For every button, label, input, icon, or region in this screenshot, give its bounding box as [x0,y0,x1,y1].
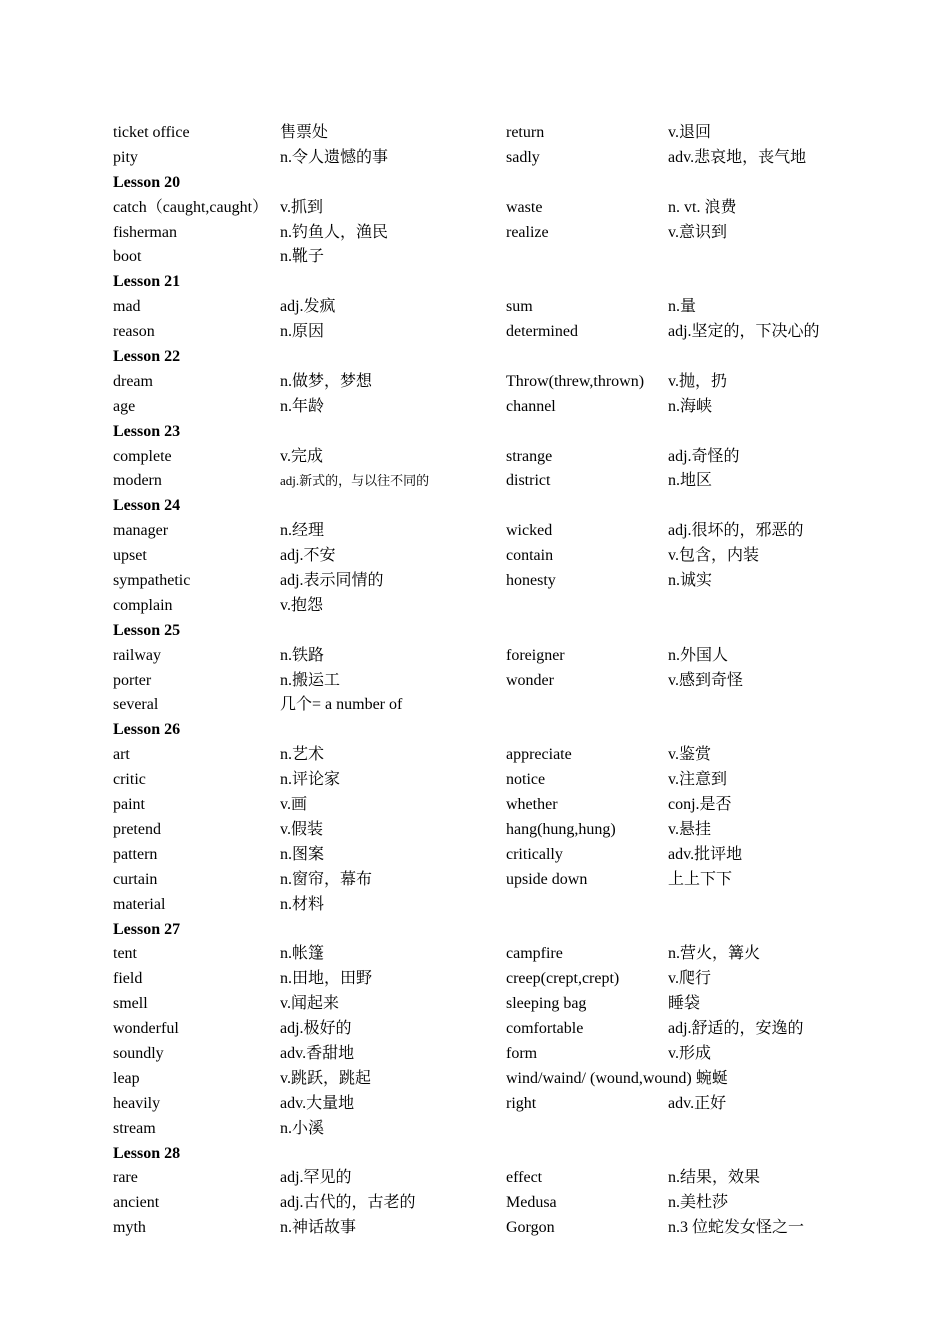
word-meaning: 上上下下 [668,870,733,888]
word-meaning: n.搬运工 [280,671,341,689]
word-meaning: n.帐篷 [280,945,325,963]
word-en: wicked [506,522,553,540]
vocab-row [113,221,853,246]
word-meaning: n.结果，效果 [668,1169,761,1187]
word-meaning: adj.坚定的，下决心的 [668,323,820,341]
vocab-row [113,295,853,320]
word-meaning: v.假装 [280,820,323,838]
word-meaning: adj.很坏的，邪恶的 [668,522,804,540]
word-meaning: n.外国人 [668,646,729,664]
word-meaning: adj.古代的，古老的 [280,1194,416,1212]
vocab-row [113,1191,853,1216]
word-en: contain [506,547,554,565]
word-meaning: v.抛，扔 [668,372,727,390]
vocab-row [113,793,853,818]
vocab-row [113,768,853,793]
vocab-row [113,594,853,619]
word-en: sadly [506,148,540,166]
word-en: heavily [113,1094,161,1112]
word-en: dream [113,372,153,390]
word-en: leap [113,1069,140,1087]
word-en: mad [113,298,141,316]
word-meaning: n.做梦，梦想 [280,372,373,390]
word-en: fisherman [113,223,177,241]
word-en: sympathetic [113,572,191,590]
word-en: comfortable [506,1020,584,1038]
vocab-row [113,196,853,221]
word-en: wind/waind/ (wound,wound) 蜿蜒 [506,1069,728,1087]
vocabulary-list [113,121,853,1241]
word-en: upset [113,547,147,565]
word-en: complete [113,447,172,465]
vocab-row [113,1067,853,1092]
word-en: critically [506,845,563,863]
word-meaning: n.原因 [280,323,325,341]
vocab-row [113,967,853,992]
lesson-heading [113,718,853,743]
word-meaning: n.海峡 [668,397,713,415]
word-meaning: adv.悲哀地，丧气地 [668,148,807,166]
word-en: wonder [506,671,554,689]
word-meaning: adv.大量地 [280,1094,355,1112]
word-en: smell [113,995,148,1013]
word-meaning: v.跳跃，跳起 [280,1069,371,1087]
vocab-row [113,843,853,868]
word-meaning: v.感到奇怪 [668,671,743,689]
word-en: boot [113,248,142,266]
word-meaning: v.包含，内装 [668,547,759,565]
word-en: field [113,970,143,988]
word-en: creep(crept,crept) [506,970,620,988]
word-meaning: n.令人遗憾的事 [280,148,389,166]
word-en: Throw(threw,thrown) [506,372,645,390]
vocab-row [113,519,853,544]
lesson-title: Lesson 24 [113,497,181,515]
lesson-heading [113,420,853,445]
vocab-row [113,1216,853,1241]
word-en: hang(hung,hung) [506,820,616,838]
vocab-row [113,743,853,768]
word-meaning: 售票处 [280,124,329,141]
word-meaning: adj.极好的 [280,1020,352,1038]
word-meaning: adj.罕见的 [280,1169,352,1187]
word-en: wonderful [113,1020,179,1038]
vocab-row [113,644,853,669]
word-meaning: n.经理 [280,522,325,540]
lesson-title: Lesson 25 [113,621,181,639]
word-en: pattern [113,845,158,863]
vocab-row [113,320,853,345]
word-meaning: n.材料 [280,895,325,913]
word-en: right [506,1094,537,1112]
word-en: soundly [113,1044,164,1062]
vocab-row [113,1042,853,1067]
word-meaning: n.评论家 [280,771,341,789]
word-meaning: n.营火，篝火 [668,945,761,963]
word-meaning: n.美杜莎 [668,1194,729,1212]
word-meaning: v.形成 [668,1044,711,1062]
word-en: determined [506,323,578,341]
word-en: stream [113,1119,156,1137]
lesson-heading [113,918,853,943]
vocab-row [113,445,853,470]
word-meaning: 睡袋 [668,995,701,1013]
word-meaning: n.艺术 [280,746,325,764]
word-en: Gorgon [506,1219,555,1237]
word-en: sum [506,298,533,316]
word-meaning: v.画 [280,796,307,814]
vocab-row [113,245,853,270]
word-en: effect [506,1169,543,1187]
word-en: ancient [113,1194,160,1212]
vocab-row [113,693,853,718]
word-meaning: v.退回 [668,124,711,141]
word-en: curtain [113,870,158,888]
word-meaning: adj.表示同情的 [280,572,384,590]
lesson-heading [113,619,853,644]
vocab-row [113,370,853,395]
word-en: reason [113,323,155,341]
word-meaning: adv.批评地 [668,845,743,863]
word-meaning: v.鉴赏 [668,746,711,764]
vocab-row [113,1092,853,1117]
lesson-title: Lesson 23 [113,422,181,440]
vocab-row [113,669,853,694]
word-en: return [506,124,545,141]
lesson-heading [113,270,853,295]
vocab-row [113,569,853,594]
vocab-row [113,121,853,146]
lesson-title: Lesson 22 [113,348,181,366]
lesson-title: Lesson 28 [113,1144,181,1162]
vocab-row [113,469,853,494]
lesson-title: Lesson 26 [113,721,181,739]
vocab-row [113,868,853,893]
word-meaning: adv.正好 [668,1094,727,1112]
word-meaning: adj.奇怪的 [668,447,740,465]
word-en: age [113,397,136,415]
word-en: railway [113,646,161,664]
word-en: honesty [506,572,556,590]
word-meaning: n.图案 [280,845,325,863]
word-en: art [113,746,130,764]
lesson-title: Lesson 20 [113,173,181,191]
word-meaning: v.完成 [280,447,323,465]
word-en: upside down [506,870,588,888]
word-meaning: n.3 位蛇发女怪之一 [668,1219,805,1237]
word-meaning: adv.香甜地 [280,1044,355,1062]
word-meaning: v.意识到 [668,223,727,241]
word-meaning: n. vt. 浪费 [668,198,737,216]
vocab-row [113,1117,853,1142]
vocab-row [113,1017,853,1042]
word-meaning: v.抱怨 [280,596,323,614]
word-meaning: v.抓到 [280,198,323,216]
word-meaning: n.靴子 [280,248,325,266]
word-meaning: adj.舒适的，安逸的 [668,1020,804,1038]
word-en: pity [113,148,138,166]
word-en: myth [113,1219,146,1237]
word-meaning: n.钓鱼人，渔民 [280,223,389,241]
word-en: district [506,472,551,490]
word-meaning: v.爬行 [668,970,711,988]
word-meaning: v.注意到 [668,771,727,789]
word-en: modern [113,472,162,490]
word-en: rare [113,1169,138,1187]
word-meaning: n.小溪 [280,1119,325,1137]
vocab-row [113,942,853,967]
word-meaning: n.田地，田野 [280,970,373,988]
word-en: paint [113,796,145,814]
word-en: critic [113,771,146,789]
vocab-row [113,992,853,1017]
word-meaning: 几个= a number of [280,696,403,714]
word-en: form [506,1044,538,1062]
word-meaning: n.诚实 [668,572,713,590]
vocab-row [113,146,853,171]
word-meaning: adj.不安 [280,547,336,565]
word-en: realize [506,223,549,241]
word-en: complain [113,596,173,614]
vocab-row [113,1166,853,1191]
word-en: Medusa [506,1194,557,1212]
word-en: several [113,696,159,714]
word-en: waste [506,198,543,216]
word-en: ticket office [113,124,190,141]
lesson-heading [113,345,853,370]
word-en: catch（caught,caught） [113,198,269,216]
word-en: porter [113,671,152,689]
lesson-title: Lesson 21 [113,273,181,291]
word-en: channel [506,397,556,415]
lesson-title: Lesson 27 [113,920,181,938]
word-meaning: v.闻起来 [280,995,339,1013]
lesson-heading [113,1142,853,1167]
vocab-row [113,544,853,569]
word-en: pretend [113,820,161,838]
word-meaning: v.悬挂 [668,820,711,838]
word-en: manager [113,522,169,540]
word-meaning: n.地区 [668,472,713,490]
word-meaning: n.铁路 [280,646,325,664]
word-en: strange [506,447,553,465]
word-meaning: n.量 [668,298,697,316]
word-en: appreciate [506,746,572,764]
word-meaning: adj.发疯 [280,298,336,316]
word-en: material [113,895,166,913]
word-en: notice [506,771,546,789]
word-en: sleeping bag [506,995,587,1013]
word-meaning: n.神话故事 [280,1219,357,1237]
word-meaning: n.窗帘，幕布 [280,870,373,888]
word-en: whether [506,796,558,814]
vocab-row [113,818,853,843]
word-meaning: adj.新式的，与以往不同的 [280,473,430,489]
vocab-row [113,893,853,918]
word-en: tent [113,945,137,963]
lesson-heading [113,171,853,196]
word-en: foreigner [506,646,565,664]
word-en: campfire [506,945,563,963]
lesson-heading [113,494,853,519]
vocab-row [113,395,853,420]
word-meaning: n.年龄 [280,397,325,415]
word-meaning: conj.是否 [668,796,732,814]
